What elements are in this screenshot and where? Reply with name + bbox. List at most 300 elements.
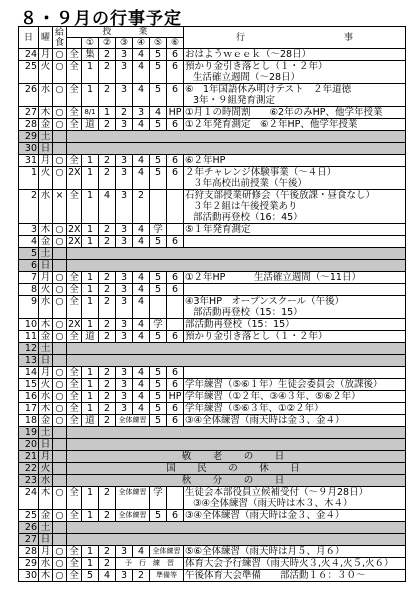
row-period: 6 — [167, 331, 184, 343]
schedule-row — [19, 487, 406, 510]
row-period: 3 — [116, 331, 133, 343]
row-lunch — [53, 248, 67, 260]
event-line: 学年練習（⑤⑥１年）生徒会委員会（放課後） — [185, 379, 383, 390]
schedule-row — [19, 167, 406, 190]
header-period-3: ③ — [116, 38, 133, 49]
row-period: 3 — [116, 570, 133, 582]
header-period-2: ② — [99, 38, 116, 49]
row-day: 29 — [19, 131, 39, 143]
row-period: 1 — [82, 224, 99, 236]
row-day: 25 — [19, 510, 39, 522]
row-period: 5 — [150, 331, 167, 343]
row-period: 3 — [116, 403, 133, 415]
row-weekday: 火 — [39, 61, 53, 84]
row-lunch: ○ — [53, 84, 67, 107]
row-lunch — [53, 451, 67, 463]
row-day: 30 — [19, 143, 39, 155]
row-period: 全体練習 — [116, 415, 150, 427]
row-lunch: ○ — [53, 487, 67, 510]
event-line: ⑥２年HP — [185, 155, 226, 166]
row-period: 2 — [99, 284, 116, 296]
header-period-5: ⑤ — [150, 38, 167, 49]
row-period: 全 — [67, 546, 82, 558]
row-weekday: 水 — [39, 84, 53, 107]
row-period: 2 — [99, 391, 116, 403]
row-period: 全 — [67, 510, 82, 522]
row-weekday: 土 — [39, 427, 53, 439]
schedule-row — [19, 451, 406, 463]
row-empty — [67, 355, 406, 367]
row-period: 3 — [116, 49, 133, 61]
row-period: 全 — [67, 190, 82, 224]
row-period: 5 — [150, 155, 167, 167]
row-period: 2 — [99, 403, 116, 415]
row-period: 1 — [82, 155, 99, 167]
row-period: 4 — [133, 546, 150, 558]
row-day: 29 — [19, 558, 39, 570]
row-lunch: ○ — [53, 167, 67, 190]
header-lessons: 授 業 — [67, 27, 184, 38]
row-empty — [67, 522, 406, 534]
schedule-row — [19, 415, 406, 427]
row-period: 6 — [167, 49, 184, 61]
row-period: 5 — [150, 379, 167, 391]
row-period: 5 — [82, 570, 99, 582]
holiday-name: 秋 分 の 日 — [67, 475, 406, 487]
row-weekday: 火 — [39, 284, 53, 296]
row-period: 2 — [99, 155, 116, 167]
row-day: 26 — [19, 522, 39, 534]
row-weekday: 月 — [39, 367, 53, 379]
row-period: 8/1 — [82, 107, 99, 119]
row-event — [184, 107, 406, 119]
row-period: 1 — [82, 84, 99, 107]
event-line: 部活動再登校（15：15） — [193, 307, 303, 318]
row-lunch: ○ — [53, 403, 67, 415]
row-period: 全 — [67, 558, 82, 570]
row-period: 2X — [67, 167, 82, 190]
row-period: 4 — [133, 319, 150, 331]
row-period: 全 — [67, 331, 82, 343]
row-period: 4 — [133, 119, 150, 131]
row-empty — [67, 427, 406, 439]
schedule-row — [19, 272, 406, 284]
row-period: 5 — [150, 403, 167, 415]
event-line: 石狩支部授業研修会（午後放課・昼食なし） — [185, 190, 376, 201]
row-period: 4 — [133, 284, 150, 296]
row-empty — [67, 143, 406, 155]
row-lunch: ○ — [53, 155, 67, 167]
row-period: 道 — [82, 119, 99, 131]
row-event — [184, 379, 406, 391]
row-period: 2 — [99, 546, 116, 558]
event-line: ⑥ 1年国語休み明けテスト ２年道徳 — [185, 84, 352, 95]
row-period: 1 — [82, 236, 99, 248]
row-period — [150, 296, 167, 319]
row-period: 全 — [67, 155, 82, 167]
row-weekday: 日 — [39, 439, 53, 451]
schedule-row — [19, 331, 406, 343]
row-period: 3 — [116, 391, 133, 403]
event-line: ３年２組は午後授業あり — [193, 201, 298, 212]
row-period: 2 — [99, 415, 116, 427]
event-line: ３年高校出前授業（午後） — [193, 178, 308, 189]
row-lunch — [53, 355, 67, 367]
row-weekday: 木 — [39, 403, 53, 415]
row-event — [184, 155, 406, 167]
row-period: 4 — [133, 167, 150, 190]
row-lunch: ○ — [53, 415, 67, 427]
schedule-row — [19, 546, 406, 558]
row-event — [184, 546, 406, 558]
row-weekday: 月 — [39, 155, 53, 167]
row-weekday: 土 — [39, 131, 53, 143]
row-weekday: 水 — [39, 475, 53, 487]
row-empty — [67, 131, 406, 143]
row-period: 5 — [150, 391, 167, 403]
row-period: 4 — [133, 236, 150, 248]
row-empty — [67, 260, 406, 272]
row-period: 1 — [82, 284, 99, 296]
row-empty — [67, 534, 406, 546]
row-weekday: 木 — [39, 319, 53, 331]
row-weekday: 木 — [39, 570, 53, 582]
schedule-row — [19, 84, 406, 107]
row-period: 6 — [167, 367, 184, 379]
row-period: 5 — [150, 167, 167, 190]
header-period-blank — [67, 38, 82, 49]
row-period: 2 — [99, 84, 116, 107]
schedule-row — [19, 155, 406, 167]
row-weekday: 土 — [39, 522, 53, 534]
row-period: 1 — [82, 379, 99, 391]
row-day: 26 — [19, 84, 39, 107]
row-period: 2X — [68, 224, 81, 235]
row-period: 1 — [82, 319, 99, 331]
row-day: 24 — [19, 49, 39, 61]
page-title: ８・９月の行事予定 — [20, 9, 182, 29]
header-lunch: 給 食 — [53, 27, 67, 49]
event-line: ①月１の時間割 ⑥2年のみHP、他学年授業 — [185, 107, 383, 118]
row-period: 2 — [99, 296, 116, 319]
row-period: 5 — [150, 84, 167, 107]
row-period — [167, 296, 184, 319]
row-lunch — [53, 343, 67, 355]
row-period: 全体練習 — [116, 510, 150, 522]
row-lunch: ○ — [53, 107, 67, 119]
row-day: 19 — [19, 427, 39, 439]
row-period: 2 — [99, 61, 116, 84]
schedule-row — [19, 260, 406, 272]
row-event — [184, 296, 406, 319]
row-weekday: 水 — [39, 558, 53, 570]
row-lunch: ○ — [53, 558, 67, 570]
row-period: 準備等 — [150, 570, 184, 582]
row-lunch — [53, 260, 67, 272]
row-weekday: 土 — [39, 248, 53, 260]
row-day: 21 — [19, 451, 39, 463]
row-period: 4 — [99, 190, 116, 224]
row-period: 3 — [116, 236, 133, 248]
schedule-row — [19, 570, 406, 582]
schedule-row — [19, 236, 406, 248]
holiday-name: 敬 老 の 日 — [67, 451, 406, 463]
row-period: 4 — [133, 272, 150, 284]
row-weekday: 金 — [39, 119, 53, 131]
row-lunch: ○ — [53, 284, 67, 296]
schedule-row — [19, 49, 406, 61]
row-event — [184, 119, 406, 131]
row-day: 6 — [19, 260, 39, 272]
schedule-row — [19, 510, 406, 522]
row-period: 予 行 練 習 — [116, 558, 184, 570]
row-period: 4 — [133, 379, 150, 391]
row-period: 4 — [133, 367, 150, 379]
row-event — [184, 236, 406, 248]
event-line: 部活動再登校（15：15） — [185, 319, 295, 330]
row-period: 6 — [167, 61, 184, 84]
schedule-row — [19, 131, 406, 143]
row-day: 23 — [19, 475, 39, 487]
event-line: ⑤１年発育測定 — [185, 224, 251, 235]
row-period: 3 — [116, 155, 133, 167]
event-line: 生活確立週間（〜28日） — [193, 72, 301, 83]
schedule-row — [19, 439, 406, 451]
row-period: 4 — [133, 296, 150, 319]
row-day: 5 — [19, 248, 39, 260]
row-day: 4 — [19, 236, 39, 248]
row-day: 1 — [19, 167, 39, 190]
row-period: 2 — [99, 319, 116, 331]
row-weekday: 水 — [39, 190, 53, 224]
row-period: 1 — [82, 546, 99, 558]
row-period: 3 — [116, 119, 133, 131]
row-period: 3 — [116, 61, 133, 84]
row-weekday: 火 — [39, 463, 53, 475]
row-period: 1 — [82, 391, 99, 403]
row-period: 3 — [116, 319, 133, 331]
row-day: 27 — [19, 534, 39, 546]
row-period: 道 — [82, 331, 99, 343]
row-period: 6 — [167, 236, 184, 248]
header-row — [19, 27, 406, 38]
row-period: 2 — [99, 367, 116, 379]
row-period: 4 — [150, 107, 167, 119]
row-event — [184, 487, 406, 510]
row-period: 3 — [116, 296, 133, 319]
row-day: 2 — [19, 190, 39, 224]
row-weekday: 金 — [39, 415, 53, 427]
row-period: 6 — [167, 284, 184, 296]
row-period — [167, 224, 184, 236]
row-weekday: 日 — [39, 355, 53, 367]
event-line: 学年練習（⑤⑥３年、①②２年） — [185, 403, 324, 414]
row-lunch: ○ — [53, 119, 67, 131]
row-period: 学 — [150, 224, 167, 236]
row-period: 全 — [67, 570, 82, 582]
row-weekday: 水 — [39, 391, 53, 403]
row-lunch: ○ — [53, 224, 67, 236]
row-weekday: 木 — [39, 224, 53, 236]
row-lunch: ○ — [53, 546, 67, 558]
schedule-row — [19, 343, 406, 355]
schedule-row — [19, 190, 406, 224]
schedule-row — [19, 558, 406, 570]
row-period: 2 — [99, 487, 116, 510]
row-period: 学 — [150, 319, 167, 331]
row-day: 22 — [19, 463, 39, 475]
row-period: 2 — [99, 510, 116, 522]
row-weekday: 水 — [39, 296, 53, 319]
row-period: 5 — [150, 272, 167, 284]
row-period: 全 — [67, 379, 82, 391]
row-period: 1 — [82, 167, 99, 190]
row-lunch: ○ — [53, 236, 67, 248]
row-period: 集 — [82, 49, 99, 61]
row-lunch: ○ — [53, 61, 67, 84]
row-period: 全体練習 — [116, 487, 150, 510]
row-period: 5 — [150, 415, 167, 427]
row-period — [167, 190, 184, 224]
row-day: 11 — [19, 331, 39, 343]
row-day: 3 — [19, 224, 39, 236]
event-line: ③④全体練習（雨天時は金３、金４） — [185, 510, 345, 521]
row-period: 全 — [67, 296, 82, 319]
row-period: 5 — [150, 510, 167, 522]
row-lunch — [53, 427, 67, 439]
row-day: 28 — [19, 119, 39, 131]
row-period: 6 — [167, 415, 184, 427]
row-weekday: 月 — [39, 49, 53, 61]
row-day: 24 — [19, 487, 39, 510]
row-weekday: 木 — [39, 487, 53, 510]
schedule-row — [19, 427, 406, 439]
row-period: 5 — [150, 119, 167, 131]
row-lunch: ○ — [53, 570, 67, 582]
row-lunch: ○ — [53, 367, 67, 379]
row-event — [184, 510, 406, 522]
row-lunch: ○ — [53, 379, 67, 391]
row-event — [184, 167, 406, 190]
row-weekday: 日 — [39, 534, 53, 546]
event-line: ①２年発育測定 ⑥２年HP、他学年授業 — [185, 119, 358, 130]
row-event — [184, 403, 406, 415]
row-lunch — [53, 439, 67, 451]
row-event — [184, 61, 406, 84]
row-period: HP — [167, 391, 184, 403]
row-period: 4 — [99, 570, 116, 582]
row-day: 13 — [19, 355, 39, 367]
row-empty — [67, 439, 406, 451]
row-period: 3 — [116, 546, 133, 558]
row-period: 3 — [116, 190, 133, 224]
row-lunch: ○ — [53, 296, 67, 319]
row-period — [150, 190, 167, 224]
row-period: 4 — [133, 61, 150, 84]
row-weekday: 金 — [39, 236, 53, 248]
row-period: 2 — [133, 190, 150, 224]
row-weekday: 日 — [39, 260, 53, 272]
row-period: 2 — [99, 331, 116, 343]
row-day: 8 — [19, 284, 39, 296]
row-period: 5 — [150, 61, 167, 84]
header-weekday: 曜 — [39, 27, 53, 49]
row-period: 全体練習 — [150, 546, 184, 558]
row-period: 2 — [116, 107, 133, 119]
event-line: ③④全体練習（雨天時は木３、木４） — [193, 498, 353, 509]
row-lunch: × — [53, 190, 67, 224]
row-period: 2X — [68, 319, 81, 330]
schedule-row — [19, 367, 406, 379]
row-period: 全 — [67, 119, 82, 131]
row-period: 2 — [99, 224, 116, 236]
row-event — [184, 570, 406, 582]
row-lunch — [53, 131, 67, 143]
schedule-row — [19, 319, 406, 331]
row-period: 3 — [116, 84, 133, 107]
event-line: ③④全体練習（雨天時は金３、金４） — [185, 415, 345, 426]
row-event — [184, 49, 406, 61]
row-period: 1 — [99, 107, 116, 119]
row-period: 6 — [167, 403, 184, 415]
event-line: 部活動再登校（16：45） — [193, 212, 303, 223]
row-weekday: 金 — [39, 331, 53, 343]
schedule-row — [19, 403, 406, 415]
row-day: 28 — [19, 546, 39, 558]
row-period: 6 — [167, 272, 184, 284]
schedule-table — [18, 26, 406, 582]
header-period-1: ① — [82, 38, 99, 49]
row-event — [184, 367, 406, 379]
row-period: 2 — [99, 236, 116, 248]
row-period: 全 — [67, 49, 82, 61]
holiday-name: 国 民 の 休 日 — [67, 463, 406, 475]
event-line: 預かり金引き落とし（１・２年） — [185, 331, 328, 342]
row-period: 5 — [150, 49, 167, 61]
row-period: 4 — [133, 403, 150, 415]
row-period: 全 — [67, 284, 82, 296]
row-day: 7 — [19, 272, 39, 284]
event-line: 3年・９組発育測定 — [193, 95, 276, 106]
row-lunch: ○ — [53, 319, 67, 331]
row-day: 20 — [19, 439, 39, 451]
row-period: 全 — [67, 391, 82, 403]
row-period: 4 — [133, 331, 150, 343]
row-day: 17 — [19, 403, 39, 415]
event-line: 体育大会予行練習（雨天時火３,火４,火５,火６） — [185, 558, 394, 569]
row-period: 2X — [68, 236, 81, 247]
row-weekday: 火 — [39, 379, 53, 391]
row-period: 3 — [116, 379, 133, 391]
schedule-row — [19, 107, 406, 119]
row-period: 1 — [82, 61, 99, 84]
event-line: ⑤⑥全体練習（雨天時は月５、月６） — [185, 546, 345, 557]
row-lunch: ○ — [53, 272, 67, 284]
row-period: 6 — [167, 510, 184, 522]
row-period: 4 — [133, 49, 150, 61]
row-day: 15 — [19, 379, 39, 391]
row-event — [184, 190, 406, 224]
row-weekday: 火 — [39, 167, 53, 190]
row-lunch: ○ — [53, 49, 67, 61]
event-line: 生徒会本部役員立候補受付（〜９月28日） — [185, 487, 369, 498]
row-period: 6 — [167, 119, 184, 131]
schedule-row — [19, 248, 406, 260]
row-lunch — [53, 475, 67, 487]
row-period: 6 — [167, 84, 184, 107]
row-period: 3 — [116, 167, 133, 190]
schedule-row — [19, 61, 406, 84]
